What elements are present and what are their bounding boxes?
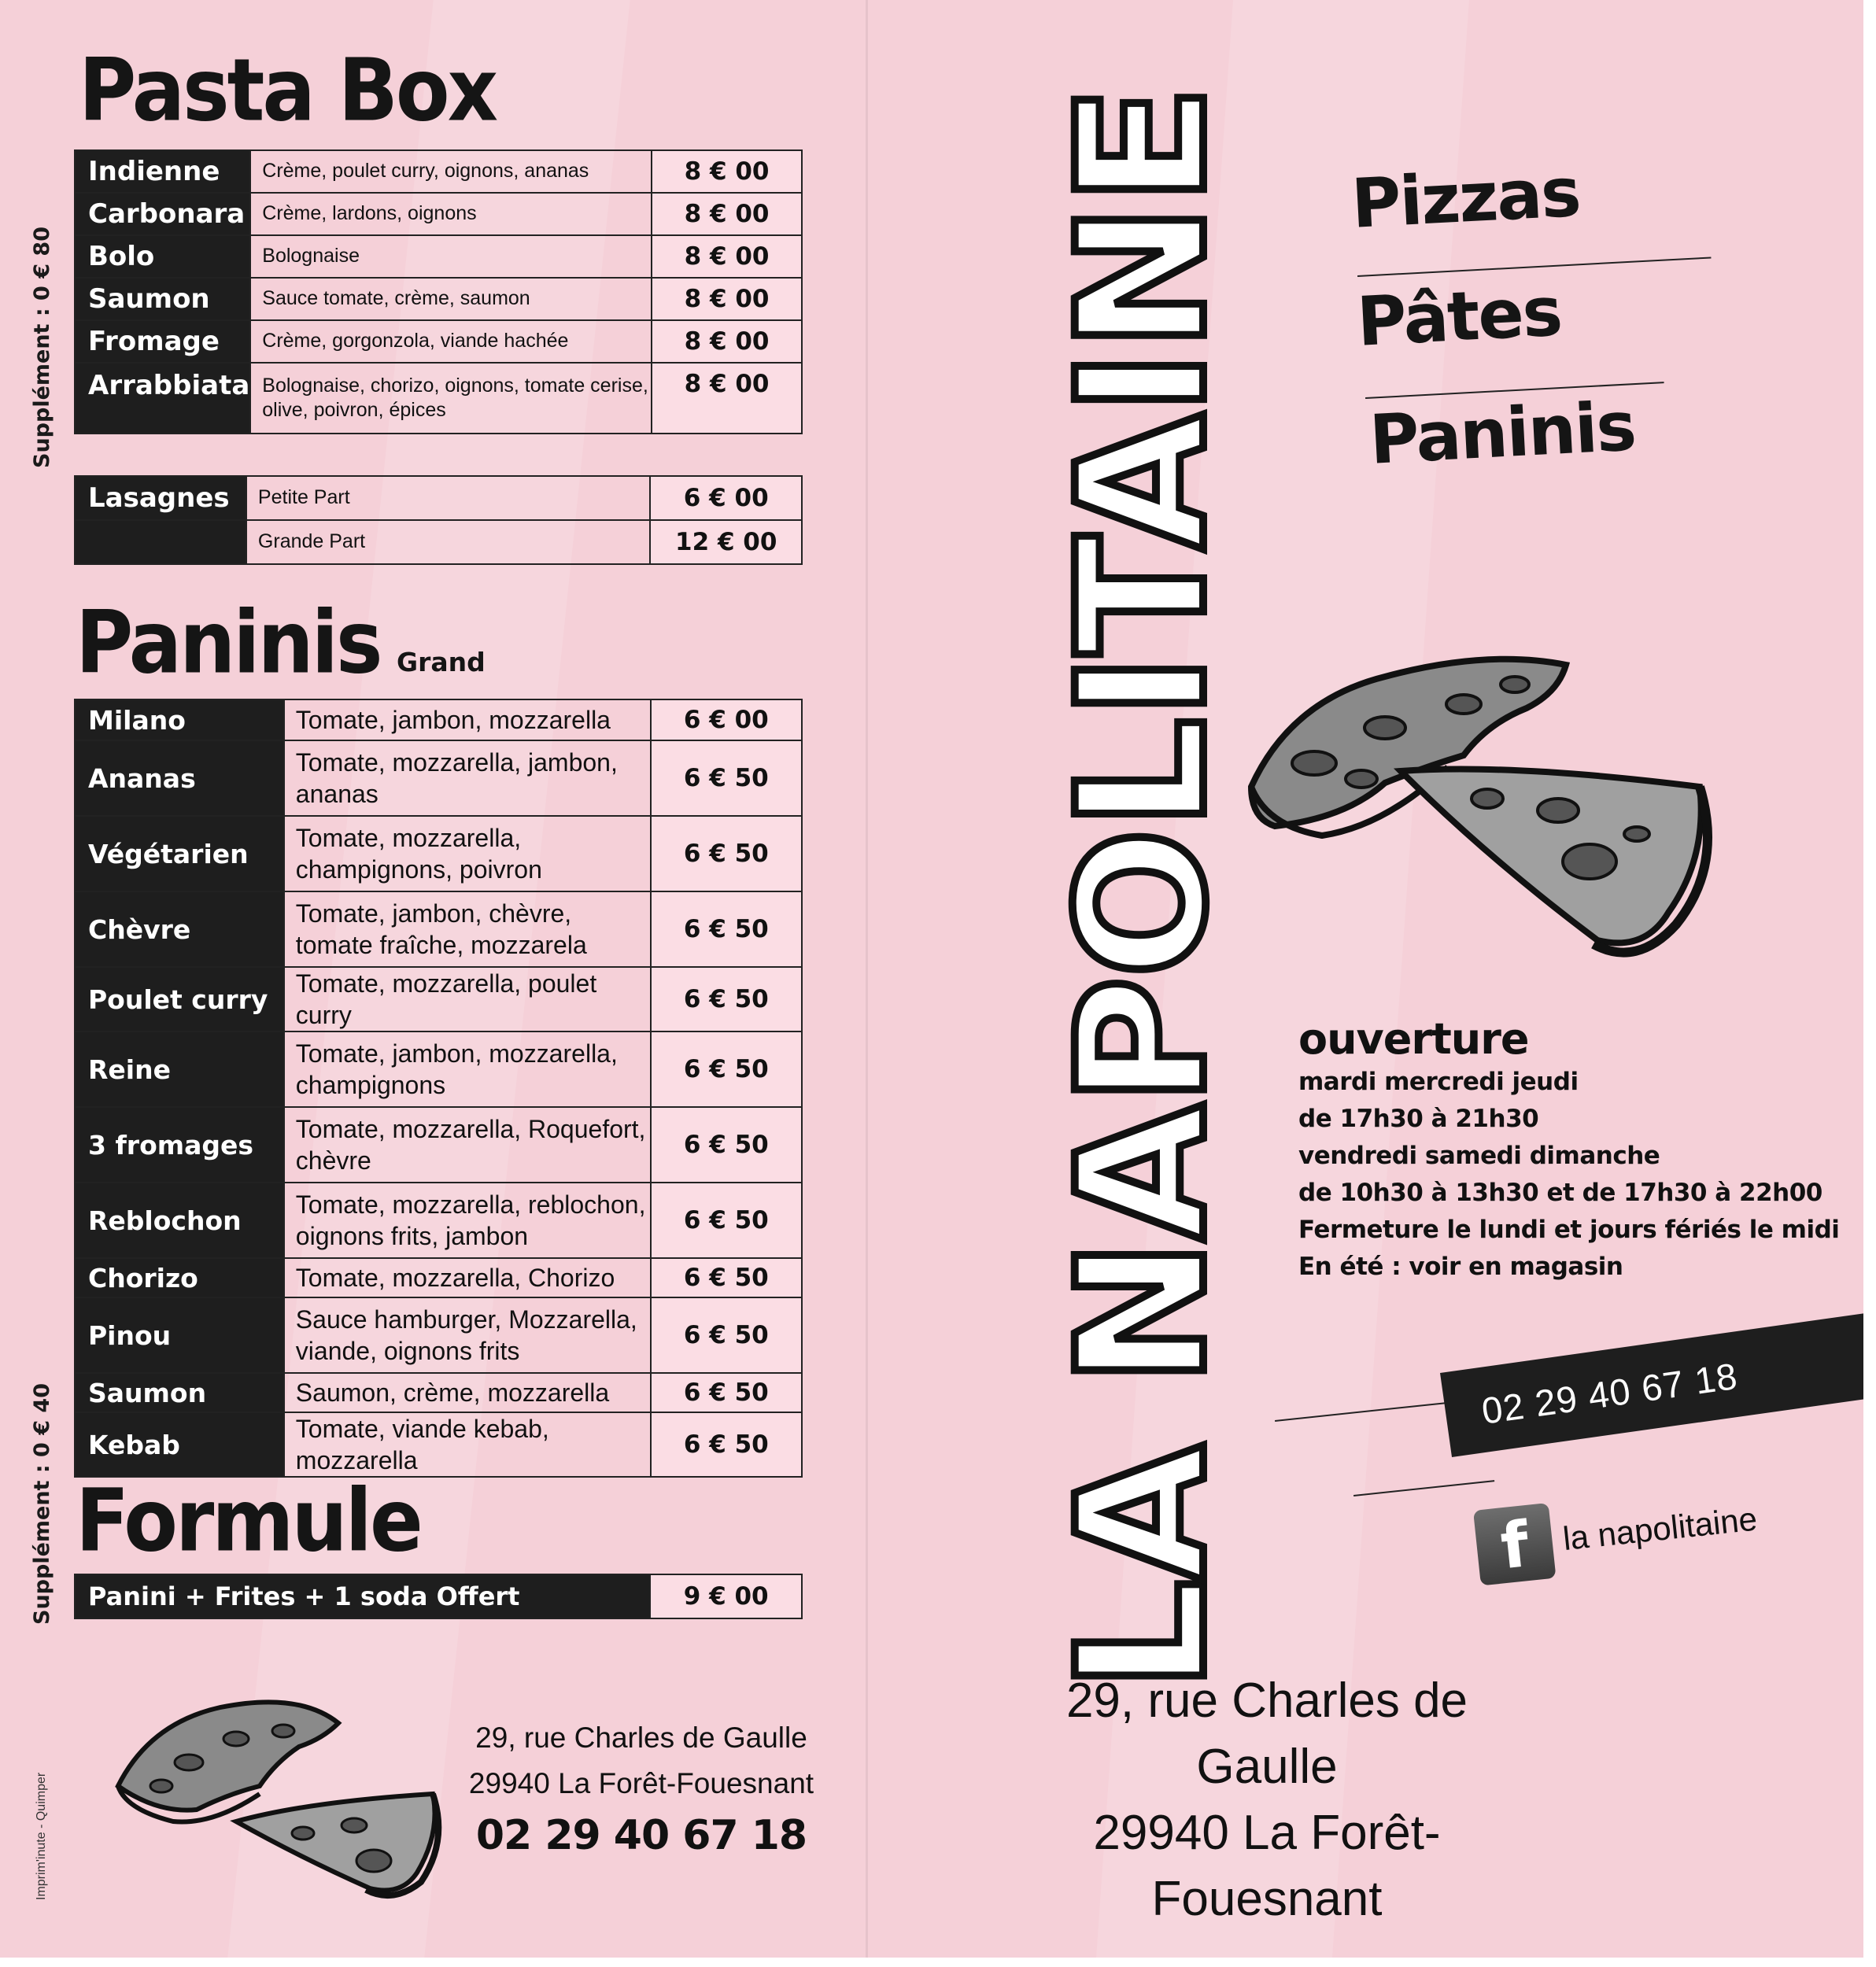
pasta-box-title: Pasta Box xyxy=(79,39,497,141)
hours-line: En été : voir en magasin xyxy=(1298,1253,1623,1281)
printer-credit: Imprim'inute - Quimper xyxy=(35,1772,48,1900)
item-price: 8 € 00 xyxy=(652,278,802,320)
item-price: 6 € 50 xyxy=(651,1373,802,1412)
table-row xyxy=(75,740,802,816)
table-row xyxy=(75,816,802,891)
item-desc: Crème, poulet curry, oignons, ananas xyxy=(250,150,652,193)
formule-label: Panini + Frites + 1 soda Offert xyxy=(75,1574,650,1618)
panini-supplement: Supplément : 0 € 40 xyxy=(30,1382,54,1625)
item-desc: Tomate, jambon, mozzarella xyxy=(284,699,651,740)
item-name: Bolo xyxy=(75,235,250,278)
table-row xyxy=(75,278,802,320)
fold-line xyxy=(866,0,868,1958)
item-price: 6 € 50 xyxy=(651,1412,802,1477)
item-price: 8 € 00 xyxy=(652,235,802,278)
item-desc: Sauce tomate, crème, saumon xyxy=(250,278,652,320)
blank-cell xyxy=(75,520,246,564)
item-desc: Saumon, crème, mozzarella xyxy=(284,1373,651,1412)
category-paninis: Paninis xyxy=(1368,387,1638,480)
pizza-slices-icon xyxy=(102,1676,449,1904)
table-row xyxy=(75,193,802,235)
pasta-box-table xyxy=(74,149,803,434)
item-name: Carbonara xyxy=(75,193,250,235)
hours-line: mardi mercredi jeudi xyxy=(1298,1068,1579,1096)
hours-line: de 10h30 à 13h30 et de 17h30 à 22h00 xyxy=(1298,1179,1822,1207)
item-price: 6 € 50 xyxy=(651,816,802,891)
table-row xyxy=(75,1107,802,1183)
item-name: Kebab xyxy=(75,1412,284,1477)
item-name: Végétarien xyxy=(75,816,284,891)
lasagnes-table xyxy=(74,475,803,565)
formule-title: Formule xyxy=(76,1470,421,1571)
phone-number: 02 29 40 67 18 xyxy=(475,1812,807,1859)
item-price: 12 € 00 xyxy=(650,520,802,564)
item-desc: Tomate, mozzarella, poulet curry xyxy=(284,967,651,1031)
item-name: 3 fromages xyxy=(75,1107,284,1183)
table-row xyxy=(75,235,802,278)
category-pates: Pâtes xyxy=(1355,272,1564,362)
item-desc: Sauce hamburger, Mozzarella, viande, oignons frits xyxy=(284,1297,651,1373)
facebook-icon: f xyxy=(1473,1503,1557,1586)
item-name: Arrabbiata xyxy=(75,363,250,434)
street: 29, rue Charles de Gaulle xyxy=(475,1722,807,1754)
pizza-slices-icon xyxy=(1228,629,1731,976)
item-name: Indienne xyxy=(75,150,250,193)
category-pizzas: Pizzas xyxy=(1350,153,1582,244)
item-price: 6 € 50 xyxy=(651,967,802,1031)
item-desc: Bolognaise, chorizo, oignons, tomate cerise, olive, poivron, épices xyxy=(250,363,652,434)
city: 29940 La Forêt-Fouesnant xyxy=(468,1767,814,1799)
table-row xyxy=(75,320,802,363)
item-desc: Grande Part xyxy=(246,520,651,564)
hours-line: Fermeture le lundi et jours fériés le midi xyxy=(1298,1216,1840,1244)
table-row xyxy=(75,967,802,1031)
item-price: 6 € 50 xyxy=(651,740,802,816)
table-row xyxy=(75,1574,802,1618)
opening-hours xyxy=(1298,1015,1839,1286)
item-name: Lasagnes xyxy=(75,476,246,520)
item-price: 6 € 50 xyxy=(651,1258,802,1297)
table-row xyxy=(75,1412,802,1477)
item-name: Pinou xyxy=(75,1297,284,1373)
item-name: Saumon xyxy=(75,1373,284,1412)
formule-price: 9 € 00 xyxy=(650,1574,802,1618)
item-name: Fromage xyxy=(75,320,250,363)
item-name: Reine xyxy=(75,1031,284,1107)
item-price: 8 € 00 xyxy=(652,363,802,434)
hours-title: ouverture xyxy=(1298,1014,1529,1064)
item-desc: Crème, lardons, oignons xyxy=(250,193,652,235)
table-row xyxy=(75,1258,802,1297)
item-price: 8 € 00 xyxy=(652,320,802,363)
item-name: Chorizo xyxy=(75,1258,284,1297)
item-price: 6 € 00 xyxy=(650,476,802,520)
phone-number: 02 29 40 67 18 xyxy=(1479,1354,1741,1432)
item-name: Milano xyxy=(75,699,284,740)
item-price: 8 € 00 xyxy=(652,150,802,193)
pasta-supplement: Supplément : 0 € 80 xyxy=(30,226,54,468)
item-name: Reblochon xyxy=(75,1183,284,1258)
item-price: 8 € 00 xyxy=(652,193,802,235)
item-desc: Petite Part xyxy=(246,476,651,520)
paninis-title: Paninis xyxy=(76,592,381,693)
table-row xyxy=(75,1183,802,1258)
item-name: Chèvre xyxy=(75,891,284,967)
item-price: 6 € 00 xyxy=(651,699,802,740)
paninis-table xyxy=(74,699,803,1478)
brand-logo-text: LA NAPOLITAINE xyxy=(1040,86,1245,1692)
city: 29940 La Forêt-Fouesnant xyxy=(1093,1806,1441,1926)
street: 29, rue Charles de Gaulle xyxy=(1065,1674,1468,1794)
facebook-link[interactable] xyxy=(1473,1482,1761,1586)
item-name: Saumon xyxy=(75,278,250,320)
phone-banner xyxy=(1440,1305,1863,1457)
formule-table xyxy=(74,1574,803,1619)
table-row xyxy=(75,476,802,520)
table-row xyxy=(75,363,802,434)
address-block-small xyxy=(460,1715,822,1858)
item-desc: Tomate, mozzarella, jambon, ananas xyxy=(284,740,651,816)
item-price: 6 € 50 xyxy=(651,1031,802,1107)
divider xyxy=(1353,1480,1494,1496)
item-price: 6 € 50 xyxy=(651,1297,802,1373)
item-name: Poulet curry xyxy=(75,967,284,1031)
item-desc: Tomate, jambon, mozzarella, champignons xyxy=(284,1031,651,1107)
item-price: 6 € 50 xyxy=(651,1107,802,1183)
table-row xyxy=(75,1297,802,1373)
item-name: Ananas xyxy=(75,740,284,816)
table-row xyxy=(75,1373,802,1412)
hours-line: de 17h30 à 21h30 xyxy=(1298,1105,1539,1133)
hours-line: vendredi samedi dimanche xyxy=(1298,1142,1660,1170)
item-desc: Tomate, mozzarella, champignons, poivron xyxy=(284,816,651,891)
item-desc: Tomate, mozzarella, Chorizo xyxy=(284,1258,651,1297)
item-desc: Bolognaise xyxy=(250,235,652,278)
item-desc: Tomate, mozzarella, reblochon, oignons frits, jambon xyxy=(284,1183,651,1258)
address-block-large xyxy=(1023,1668,1511,1932)
paninis-subtitle: Grand xyxy=(397,647,486,677)
item-desc: Crème, gorgonzola, viande hachée xyxy=(250,320,652,363)
table-row xyxy=(75,520,802,564)
item-desc: Tomate, viande kebab, mozzarella xyxy=(284,1412,651,1477)
facebook-name: la napolitaine xyxy=(1560,1500,1759,1558)
table-row xyxy=(75,699,802,740)
table-row xyxy=(75,891,802,967)
item-price: 6 € 50 xyxy=(651,891,802,967)
table-row xyxy=(75,150,802,193)
item-desc: Tomate, mozzarella, Roquefort, chèvre xyxy=(284,1107,651,1183)
table-row xyxy=(75,1031,802,1107)
item-desc: Tomate, jambon, chèvre, tomate fraîche, mozzarela xyxy=(284,891,651,967)
item-price: 6 € 50 xyxy=(651,1183,802,1258)
